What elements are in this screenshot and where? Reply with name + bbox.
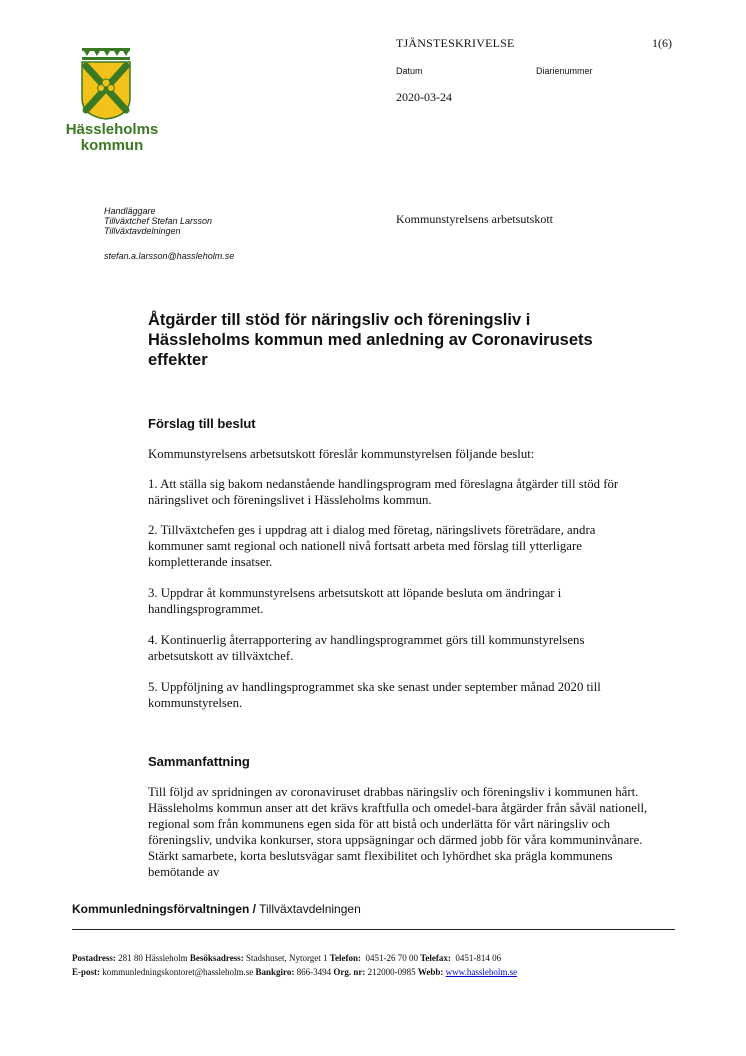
handler-block xyxy=(104,206,212,236)
giro-number: 866-3494 xyxy=(296,967,332,977)
handler-name: Tillväxtchef Stefan Larsson xyxy=(104,216,212,226)
footer-contact-line xyxy=(72,966,517,978)
visit-address: Stadshuset, Nytorget 1 xyxy=(245,953,328,963)
footer-dept-bold: Kommunledningsförvaltningen / xyxy=(72,902,257,916)
handler-unit: Tillväxtavdelningen xyxy=(104,226,181,236)
proposal-heading: Förslag till beslut xyxy=(148,416,256,431)
fax-label: Telefax: xyxy=(420,953,451,963)
footer-contact-line xyxy=(72,952,501,964)
proposal-intro: Kommunstyrelsens arbetsutskott föreslår kommunstyrelsen följande beslut: xyxy=(148,447,535,461)
summary-text: Till följd av spridningen av coronaviruset drabbas näringsliv och föreningsliv i kommunen hårt. Hässleholms kommun anser att det krävs kraftfulla och omedel-bara åtgärder från såväl nationell, regional som från kommunens egen sida för att bistå och underlätta för vårt näringsliv och föreningsliv, undvika konkurser, stora uppsägningar och därmed jobb för våra kommuninvånare. Stärkt samarbete, korta beslutsvägar samt flexibilitet och lyhördhet ska prägla kommunens bemötande av xyxy=(148,785,648,879)
page-number: 1(6) xyxy=(652,36,672,50)
handler-email: stefan.a.larsson@hassleholm.se xyxy=(104,251,235,261)
visit-label: Besöksadress: xyxy=(189,953,244,963)
fax-number: 0451-814 06 xyxy=(455,953,502,963)
logo-name-line2: kommun xyxy=(80,137,144,154)
proposal-item: 5. Uppföljning av handlingsprogrammet ska ske senast under september månad 2020 till kommunstyrelsen. xyxy=(148,680,601,710)
handler-label: Handläggare xyxy=(104,206,156,216)
document-title: Åtgärder till stöd för näringsliv och föreningsliv i Hässleholms kommun med anledning av Coronavirusets effekter xyxy=(148,311,593,369)
proposal-item: 2. Tillväxtchefen ges i uppdrag att i dialog med företag, näringslivets företrädare, andra kommuner samt regional och nationell nivå fortsatt arbeta med förslag till ytterligare kompletterande insatser. xyxy=(148,523,596,569)
recipient: Kommunstyrelsens arbetsutskott xyxy=(396,212,553,226)
municipality-logo-text xyxy=(60,122,164,154)
footer-divider xyxy=(72,929,675,930)
phone-number: 0451-26 70 00 xyxy=(365,953,418,963)
date-label: Datum xyxy=(396,66,423,76)
footer-department xyxy=(72,902,361,916)
summary-heading: Sammanfattning xyxy=(148,754,250,769)
office-email: kommunledningskontoret@hassleholm.se xyxy=(102,967,254,977)
proposal-item: 4. Kontinuerlig återrapportering av handlingsprogrammet görs till kommunstyrelsens arbetsutskott av tillväxtchef. xyxy=(148,633,585,663)
logo-name-line1: Hässleholms xyxy=(65,121,159,138)
footer-dept-unit: Tillväxtavdelningen xyxy=(256,902,361,916)
website-link[interactable]: www.hassleholm.se xyxy=(445,967,518,977)
giro-label: Bankgiro: xyxy=(255,967,295,977)
phone-label: Telefon: xyxy=(329,953,361,963)
diary-number-label: Diarienummer xyxy=(536,66,593,76)
org-number: 212000-0985 xyxy=(367,967,416,977)
postal-label: Postadress: xyxy=(72,953,116,963)
web-label: Webb: xyxy=(417,967,444,977)
document-type: TJÄNSTESKRIVELSE xyxy=(396,36,515,50)
email-label: E-post: xyxy=(72,967,101,977)
postal-address: 281 80 Hässleholm xyxy=(118,953,188,963)
proposal-item: 1. Att ställa sig bakom nedanstående handlingsprogram med föreslagna åtgärder till stöd för näringslivet och föreningslivet i Hässleholms kommun. xyxy=(148,477,619,507)
org-label: Org. nr: xyxy=(333,967,366,977)
document-date: 2020-03-24 xyxy=(396,90,452,104)
municipality-crest-icon xyxy=(80,46,132,120)
proposal-item: 3. Uppdrar åt kommunstyrelsens arbetsutskott att löpande besluta om ändringar i handlingsprogrammet. xyxy=(148,586,562,616)
